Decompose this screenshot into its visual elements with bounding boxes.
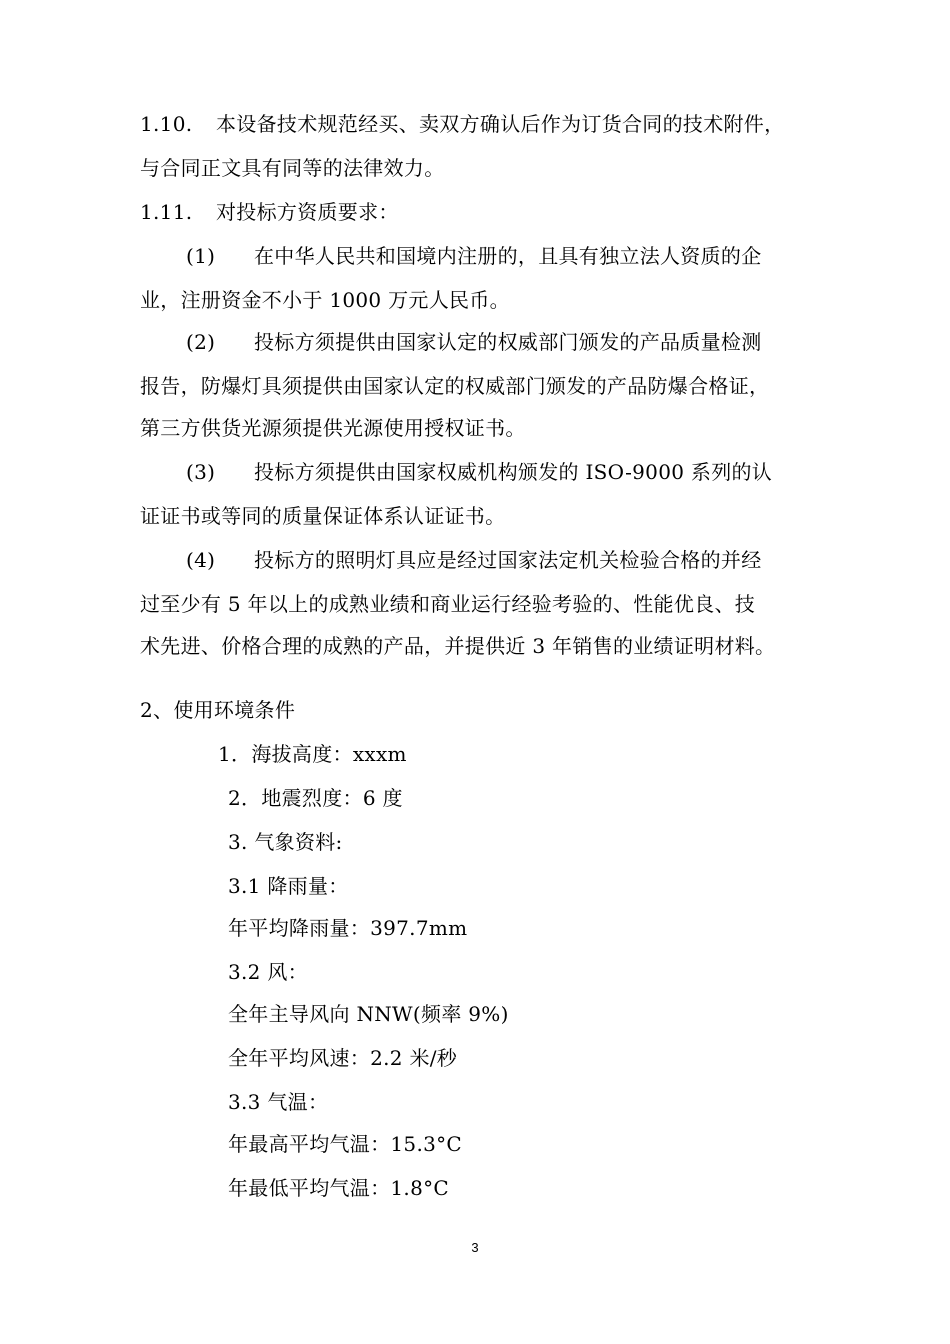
item-number: (4) [186, 548, 216, 572]
item-3-line1 [186, 458, 772, 486]
clause-1-10-line1 [140, 110, 784, 138]
rain-average: 年平均降雨量：397.7mm [228, 916, 468, 940]
item-text: 投标方须提供由国家权威机构颁发的 ISO-9000 系列的认 [254, 460, 773, 484]
clause-1-11-title [140, 198, 399, 226]
wind-speed: 全年平均风速：2.2 米/秒 [228, 1046, 458, 1070]
item-1-line2: 业，注册资金不小于 1000 万元人民币。 [140, 288, 510, 312]
seismic-line: 2．地震烈度：6 度 [228, 786, 403, 810]
temperature-min: 年最低平均气温：1.8°C [228, 1176, 450, 1200]
clause-number: 1.11. [140, 200, 193, 224]
item-4-line3: 术先进、价格合理的成熟的产品，并提供近 3 年销售的业绩证明材料。 [140, 634, 776, 658]
item-text: 在中华人民共和国境内注册的，且具有独立法人资质的企 [254, 244, 762, 268]
item-1-line1 [186, 242, 762, 270]
item-2-line2: 报告，防爆灯具须提供由国家认定的权威部门颁发的产品防爆合格证， [140, 374, 770, 398]
page-number: 3 [471, 1240, 479, 1255]
clause-text: 对投标方资质要求： [216, 200, 399, 224]
clause-1-10-line2: 与合同正文具有同等的法律效力。 [140, 156, 445, 180]
item-text: 投标方的照明灯具应是经过国家法定机关检验合格的并经 [254, 548, 762, 572]
clause-number: 1.10. [140, 112, 193, 136]
clause-text: 本设备技术规范经买、卖双方确认后作为订货合同的技术附件， [216, 112, 785, 136]
section-2-title: 2、使用环境条件 [140, 698, 296, 722]
item-2-line3: 第三方供货光源须提供光源使用授权证书。 [140, 416, 526, 440]
item-number: (3) [186, 460, 216, 484]
meteo-title: 3. 气象资料: [228, 830, 343, 854]
item-4-line1 [186, 546, 762, 574]
item-text: 投标方须提供由国家认定的权威部门颁发的产品质量检测 [254, 330, 762, 354]
item-number: (2) [186, 330, 216, 354]
temperature-title: 3.3 气温： [228, 1090, 329, 1114]
altitude-line: 1．海拔高度：xxxm [218, 742, 407, 766]
rain-title: 3.1 降雨量： [228, 874, 349, 898]
wind-title: 3.2 风： [228, 960, 308, 984]
item-3-line2: 证证书或等同的质量保证体系认证证书。 [140, 504, 506, 528]
item-4-line2: 过至少有 5 年以上的成熟业绩和商业运行经验考验的、性能优良、技 [140, 592, 756, 616]
item-number: (1) [186, 244, 216, 268]
wind-direction: 全年主导风向 NNW(频率 9%) [228, 1002, 509, 1026]
temperature-max: 年最高平均气温：15.3°C [228, 1132, 463, 1156]
item-2-line1 [186, 328, 762, 356]
